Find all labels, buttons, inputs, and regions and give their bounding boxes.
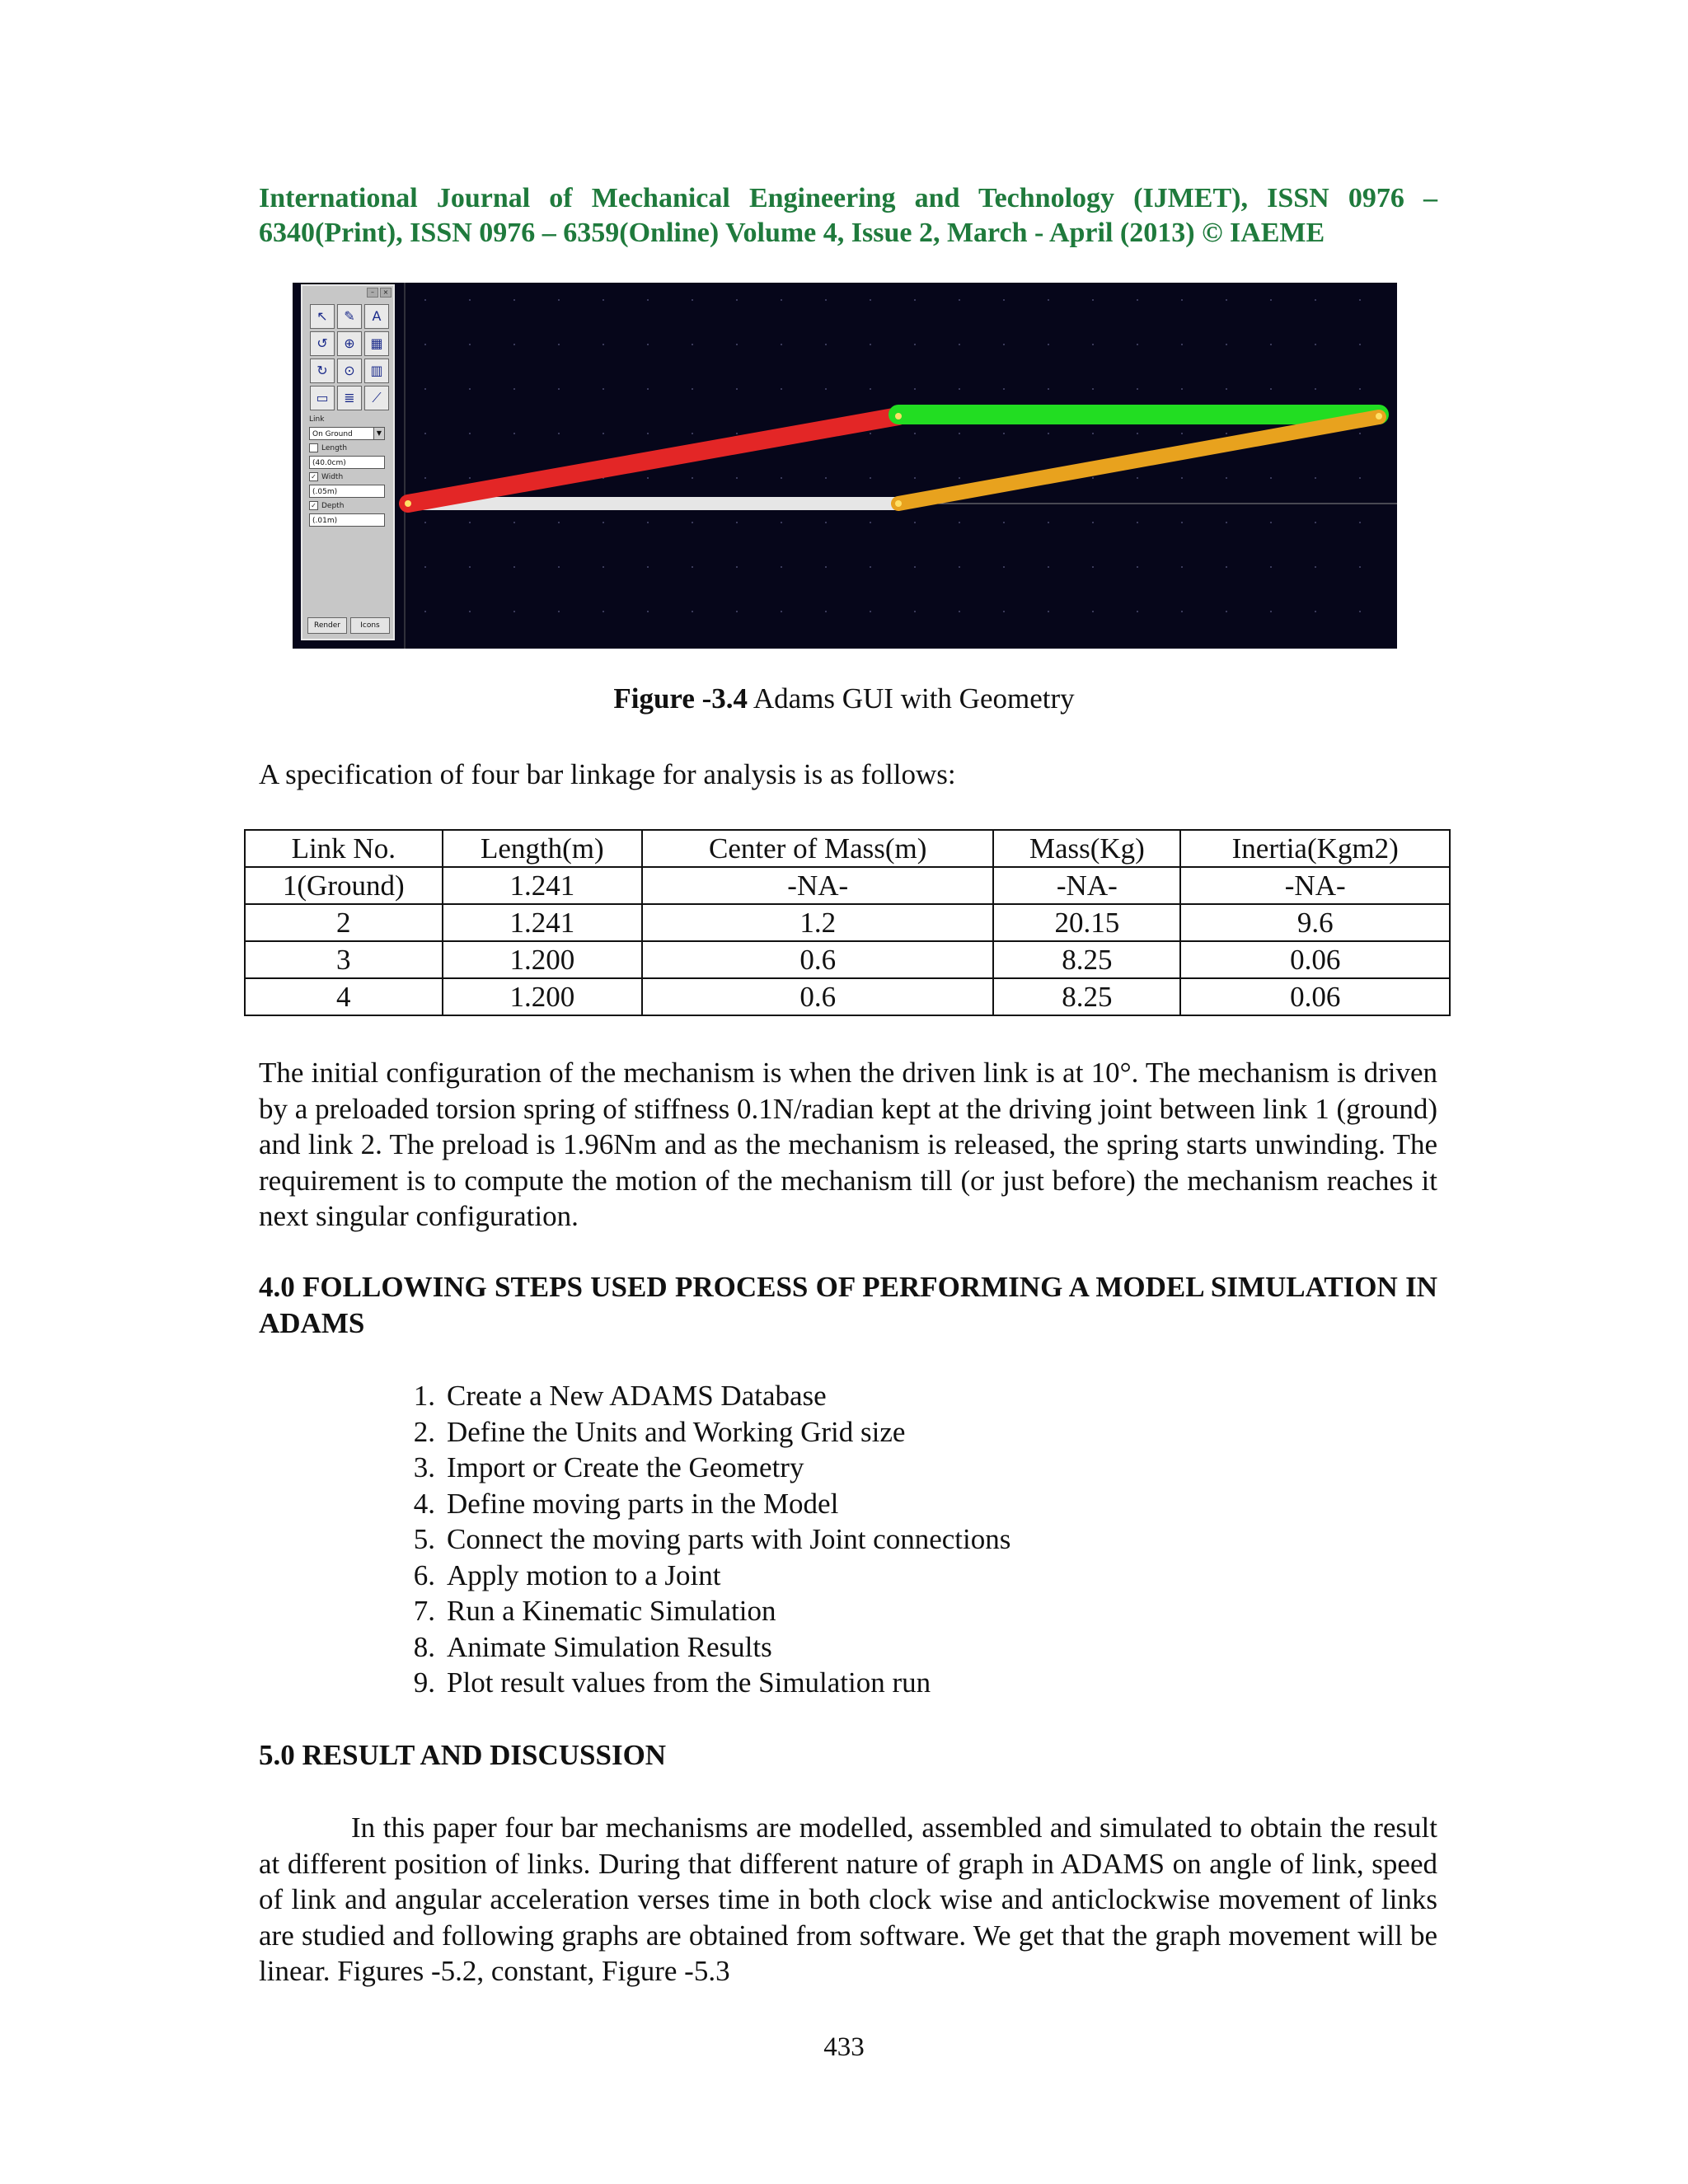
grid-dot bbox=[692, 344, 693, 345]
table-cell: -NA- bbox=[993, 867, 1180, 904]
grid-dot bbox=[1003, 388, 1005, 390]
grid-dot bbox=[1181, 344, 1183, 345]
grid-dot bbox=[558, 433, 560, 434]
grid-dot bbox=[959, 433, 960, 434]
grid-dot bbox=[1048, 522, 1049, 523]
grid-dot bbox=[1048, 344, 1049, 345]
grid-dot bbox=[1092, 566, 1094, 568]
grid-dot bbox=[1048, 566, 1049, 568]
depth-field[interactable]: (.01m) bbox=[309, 513, 385, 527]
grid-dot bbox=[870, 566, 871, 568]
grid-dot bbox=[1092, 611, 1094, 612]
part-icon[interactable]: ▭ bbox=[310, 386, 335, 410]
grid-dot bbox=[647, 344, 649, 345]
list-number: 5. bbox=[413, 1523, 435, 1555]
grid-dot bbox=[825, 388, 827, 390]
grid-dot bbox=[1226, 522, 1227, 523]
grid-dot bbox=[914, 477, 916, 479]
table-cell: 0.06 bbox=[1180, 941, 1450, 978]
grid-dot bbox=[692, 299, 693, 301]
grid-dot bbox=[1137, 433, 1138, 434]
table-cell: 0.06 bbox=[1180, 978, 1450, 1015]
grid-dot bbox=[959, 522, 960, 523]
fit-view-icon[interactable]: ⊙ bbox=[337, 359, 362, 383]
grid-dot bbox=[469, 388, 471, 390]
grid-dot bbox=[1092, 433, 1094, 434]
list-number: 7. bbox=[413, 1595, 435, 1627]
spring-icon[interactable]: ≣ bbox=[337, 386, 362, 410]
grid-dot bbox=[825, 522, 827, 523]
render-button[interactable]: Render bbox=[307, 617, 347, 634]
grid-dot bbox=[1226, 566, 1227, 568]
grid-dot bbox=[1003, 433, 1005, 434]
list-item-text: Connect the moving parts with Joint connections bbox=[447, 1523, 1011, 1555]
rotate-view-icon[interactable]: ↺ bbox=[310, 331, 335, 356]
grid-dot bbox=[1181, 388, 1183, 390]
length-checkbox-box[interactable] bbox=[309, 443, 318, 452]
grid-dot bbox=[781, 566, 782, 568]
grid-dot bbox=[870, 477, 871, 479]
grid-dot bbox=[692, 566, 693, 568]
grid-dot bbox=[959, 299, 960, 301]
grid-dot bbox=[1092, 388, 1094, 390]
grid-dot bbox=[1315, 477, 1316, 479]
grid-dot bbox=[469, 299, 471, 301]
list-item bbox=[387, 1593, 1010, 1629]
grid-dot bbox=[647, 611, 649, 612]
grid-dot bbox=[558, 299, 560, 301]
grid-dot bbox=[1003, 344, 1005, 345]
main-toolbox bbox=[301, 284, 395, 640]
grid-dot bbox=[736, 299, 738, 301]
ground-select-value: On Ground bbox=[312, 430, 353, 438]
list-item-text: Apply motion to a Joint bbox=[447, 1558, 721, 1591]
table-row bbox=[245, 904, 1450, 941]
grid-dot bbox=[1315, 299, 1316, 301]
grid-dot bbox=[1137, 566, 1138, 568]
grid-dot bbox=[692, 433, 693, 434]
table-row bbox=[245, 867, 1450, 904]
table-cell: 1.241 bbox=[443, 867, 643, 904]
grid-dot bbox=[692, 477, 693, 479]
grid-dot bbox=[603, 344, 604, 345]
table-cell: 3 bbox=[245, 941, 443, 978]
figure-caption-text: Adams GUI with Geometry bbox=[748, 682, 1075, 715]
grid-dot bbox=[736, 522, 738, 523]
grid-dot bbox=[1359, 522, 1361, 523]
table-cell: 20.15 bbox=[993, 904, 1180, 941]
table-cell: 9.6 bbox=[1180, 904, 1450, 941]
grid-dot bbox=[647, 477, 649, 479]
grid-dot bbox=[469, 522, 471, 523]
table-cell: -NA- bbox=[1180, 867, 1450, 904]
grid-dot bbox=[424, 522, 426, 523]
grid-dot bbox=[1226, 388, 1227, 390]
grid-dot bbox=[1359, 344, 1361, 345]
list-item bbox=[387, 1450, 1010, 1486]
grid-dot bbox=[424, 477, 426, 479]
grid-dot bbox=[558, 388, 560, 390]
grid-dot bbox=[1181, 522, 1183, 523]
depth-label: Depth bbox=[321, 501, 345, 510]
list-item bbox=[387, 1414, 1010, 1451]
list-item bbox=[387, 1665, 1010, 1701]
grid-dot bbox=[1359, 433, 1361, 434]
grid-dot bbox=[1048, 611, 1049, 612]
table-header-cell: Length(m) bbox=[443, 830, 643, 867]
grid-dot bbox=[1048, 433, 1049, 434]
grid-dot bbox=[914, 566, 916, 568]
grid-dot bbox=[469, 611, 471, 612]
grid-dot bbox=[513, 344, 515, 345]
grid-dot bbox=[1315, 522, 1316, 523]
table-cell: 1(Ground) bbox=[245, 867, 443, 904]
grid-dot bbox=[692, 388, 693, 390]
list-item-text: Run a Kinematic Simulation bbox=[447, 1595, 776, 1627]
grid-dot bbox=[1003, 522, 1005, 523]
joint-marker-crank-coupler[interactable] bbox=[895, 413, 902, 419]
grid-dot bbox=[469, 344, 471, 345]
grid-dot bbox=[781, 299, 782, 301]
grid-dot bbox=[736, 566, 738, 568]
grid-dot bbox=[736, 388, 738, 390]
zoom-icon[interactable]: ⊕ bbox=[337, 331, 362, 356]
figure-caption bbox=[0, 682, 1688, 715]
toolbox-titlebar bbox=[302, 286, 393, 301]
section-4-heading: 4.0 FOLLOWING STEPS USED PROCESS OF PERFORMING A MODEL SIMULATION IN ADAMS bbox=[259, 1271, 1437, 1339]
table-row bbox=[245, 941, 1450, 978]
grid-dot bbox=[1181, 433, 1183, 434]
grid-dot bbox=[1137, 388, 1138, 390]
grid-dot bbox=[692, 522, 693, 523]
section-5-heading: 5.0 RESULT AND DISCUSSION bbox=[259, 1739, 667, 1771]
table-cell: 1.200 bbox=[443, 978, 643, 1015]
calculator-icon[interactable]: ▦ bbox=[364, 331, 389, 356]
grid-dot bbox=[1181, 299, 1183, 301]
grid-dot bbox=[1181, 477, 1183, 479]
grid-dot bbox=[914, 522, 916, 523]
grid-dot bbox=[1092, 299, 1094, 301]
grid-dot bbox=[1315, 344, 1316, 345]
grid-dot bbox=[424, 433, 426, 434]
grid-dot bbox=[870, 522, 871, 523]
grid-dot bbox=[1003, 611, 1005, 612]
grid-dot bbox=[558, 344, 560, 345]
adams-gui-figure bbox=[293, 283, 1397, 649]
grid-dot bbox=[424, 566, 426, 568]
table-cell: 1.200 bbox=[443, 941, 643, 978]
length-label: Length bbox=[321, 443, 348, 452]
list-item-text: Define moving parts in the Model bbox=[447, 1487, 839, 1520]
grid-dot bbox=[914, 344, 916, 345]
toolbox-bottom-buttons bbox=[307, 617, 390, 634]
plot-icon[interactable]: ⟋ bbox=[364, 386, 389, 410]
grid-dot bbox=[1003, 566, 1005, 568]
grid-dot bbox=[513, 611, 515, 612]
grid-dot bbox=[736, 344, 738, 345]
joint-marker-ground[interactable] bbox=[405, 500, 411, 507]
table-header-cell: Link No. bbox=[245, 830, 443, 867]
grid-dot bbox=[1226, 433, 1227, 434]
grid-dot bbox=[513, 522, 515, 523]
grid-dot bbox=[781, 344, 782, 345]
grid-dot bbox=[647, 522, 649, 523]
grid-dot bbox=[692, 611, 693, 612]
toolbox-icon-grid bbox=[302, 301, 393, 414]
list-item bbox=[387, 1378, 1010, 1414]
table-cell: 1.2 bbox=[642, 904, 993, 941]
grid-dot bbox=[1092, 344, 1094, 345]
list-item bbox=[387, 1629, 1010, 1666]
link-4-rocker[interactable] bbox=[898, 417, 1379, 504]
intro-paragraph: A specification of four bar linkage for analysis is as follows: bbox=[259, 758, 956, 790]
grid-dot bbox=[647, 388, 649, 390]
grid-dot bbox=[1315, 566, 1316, 568]
grid-dot bbox=[647, 299, 649, 301]
grid-dot bbox=[1137, 344, 1138, 345]
grid-dot bbox=[1137, 611, 1138, 612]
length-checkbox[interactable] bbox=[302, 442, 393, 454]
grid-dot bbox=[469, 477, 471, 479]
grid-dot bbox=[424, 344, 426, 345]
simulation-steps-list bbox=[387, 1378, 1010, 1701]
grid-dot bbox=[647, 566, 649, 568]
grid-dot bbox=[1092, 522, 1094, 523]
grid-dot bbox=[825, 344, 827, 345]
grid-dot bbox=[1003, 299, 1005, 301]
list-item-text: Define the Units and Working Grid size bbox=[447, 1415, 906, 1448]
joint-marker-rocker-ground[interactable] bbox=[895, 500, 902, 507]
table-cell: 8.25 bbox=[993, 978, 1180, 1015]
grid-dot bbox=[870, 344, 871, 345]
grid-dot bbox=[959, 477, 960, 479]
length-field[interactable]: (40.0cm) bbox=[309, 456, 385, 469]
grid-dot bbox=[825, 299, 827, 301]
grid-dot bbox=[1137, 299, 1138, 301]
grid-dot bbox=[603, 566, 604, 568]
linkage-spec-table bbox=[244, 829, 1451, 1016]
list-number: 6. bbox=[413, 1558, 435, 1591]
table-cell: 4 bbox=[245, 978, 443, 1015]
list-number: 2. bbox=[413, 1415, 435, 1448]
text-icon[interactable]: A bbox=[364, 304, 389, 329]
grid-dot bbox=[1137, 477, 1138, 479]
width-checkbox[interactable] bbox=[302, 471, 393, 483]
grid-dot bbox=[914, 388, 916, 390]
table-header-cell: Mass(Kg) bbox=[993, 830, 1180, 867]
chevron-down-icon[interactable]: ▼ bbox=[373, 428, 384, 439]
grid-dot bbox=[825, 477, 827, 479]
grid-dot bbox=[870, 299, 871, 301]
grid-dot bbox=[469, 566, 471, 568]
grid-dot bbox=[825, 611, 827, 612]
grid-dot bbox=[781, 388, 782, 390]
table-row bbox=[245, 978, 1450, 1015]
grid-dot bbox=[914, 433, 916, 434]
page-number: 433 bbox=[823, 2032, 865, 2062]
list-item-text: Plot result values from the Simulation run bbox=[447, 1666, 931, 1699]
toolbox-section-label: Link bbox=[309, 415, 325, 424]
results-paragraph: In this paper four bar mechanisms are modelled, assembled and simulated to obtain the result at different position of links. During that different nature of graph in ADAMS on angle of link, speed of link and angular acceleration verses time in both clock wise and anticlockwise movement of links are studied and following graphs are obtained from software. We get that the graph movement will be linear. Figures -5.2, constant, Figure -5.3 bbox=[259, 1811, 1437, 1987]
grid-dot bbox=[558, 522, 560, 523]
select-arrow-icon[interactable]: ↖ bbox=[310, 304, 335, 329]
grid-dot bbox=[959, 344, 960, 345]
grid-dot bbox=[1226, 611, 1227, 612]
grid-dot bbox=[781, 522, 782, 523]
table-cell: 0.6 bbox=[642, 941, 993, 978]
grid-dot bbox=[603, 388, 604, 390]
grid-dot bbox=[736, 433, 738, 434]
grid-dot bbox=[1315, 611, 1316, 612]
grid-dot bbox=[1270, 299, 1272, 301]
grid-dot bbox=[1270, 522, 1272, 523]
width-checkbox-box[interactable]: ✓ bbox=[309, 472, 318, 481]
ground-select[interactable] bbox=[309, 427, 385, 440]
link-2-crank[interactable] bbox=[408, 416, 898, 504]
grid-dot bbox=[1092, 477, 1094, 479]
grid-dot bbox=[1048, 299, 1049, 301]
grid-dot bbox=[558, 611, 560, 612]
grid-dot bbox=[1270, 566, 1272, 568]
table-header-cell: Inertia(Kgm2) bbox=[1180, 830, 1450, 867]
icons-button[interactable]: Icons bbox=[350, 617, 390, 634]
grid-dot bbox=[781, 611, 782, 612]
width-label: Width bbox=[321, 472, 344, 481]
grid-dot bbox=[424, 611, 426, 612]
journal-header: International Journal of Mechanical Engineering and Technology (IJMET), ISSN 0976 – 6340(Print), ISSN 0976 – 6359(Online) Volume 4, Issue 2, March - April (2013) © IAEME bbox=[259, 183, 1437, 248]
grid-dot bbox=[959, 611, 960, 612]
grid-dot bbox=[1181, 611, 1183, 612]
close-icon[interactable]: × bbox=[380, 288, 392, 298]
list-number: 9. bbox=[413, 1666, 435, 1699]
grid-dot bbox=[1359, 566, 1361, 568]
grid-dot bbox=[647, 433, 649, 434]
configuration-paragraph: The initial configuration of the mechanism is when the driven link is at 10°. The mechanism is driven by a preloaded torsion spring of stiffness 0.1N/radian kept at the driving joint between link 1 (ground) and link 2. The preload is 1.96Nm and as the mechanism is released, the spring starts unwinding. The requirement is to compute the motion of the mechanism till (or just before) the mechanism reaches it next singular configuration. bbox=[259, 1057, 1437, 1232]
grid-dot bbox=[1181, 566, 1183, 568]
grid-dot bbox=[959, 566, 960, 568]
table-header-cell: Center of Mass(m) bbox=[642, 830, 993, 867]
depth-checkbox[interactable] bbox=[302, 499, 393, 512]
table-cell: 0.6 bbox=[642, 978, 993, 1015]
film-strip-icon[interactable]: ▥ bbox=[364, 359, 389, 383]
grid-dot bbox=[1315, 388, 1316, 390]
table-cell: 8.25 bbox=[993, 941, 1180, 978]
grid-dot bbox=[424, 299, 426, 301]
grid-dot bbox=[513, 299, 515, 301]
grid-dot bbox=[469, 433, 471, 434]
grid-dot bbox=[870, 433, 871, 434]
grid-dot bbox=[1359, 299, 1361, 301]
grid-dot bbox=[1270, 477, 1272, 479]
grid-dot bbox=[603, 433, 604, 434]
model-viewport[interactable] bbox=[293, 283, 1397, 649]
list-item bbox=[387, 1521, 1010, 1558]
table-cell: 2 bbox=[245, 904, 443, 941]
list-item-text: Create a New ADAMS Database bbox=[447, 1380, 827, 1412]
list-number: 8. bbox=[413, 1630, 435, 1663]
list-item-text: Animate Simulation Results bbox=[447, 1630, 772, 1663]
grid-dot bbox=[424, 388, 426, 390]
joint-marker-coupler-rocker[interactable] bbox=[1376, 413, 1382, 419]
grid-dot bbox=[1359, 477, 1361, 479]
grid-dot bbox=[781, 477, 782, 479]
grid-dot bbox=[1226, 477, 1227, 479]
table-cell: -NA- bbox=[642, 867, 993, 904]
table-cell: 1.241 bbox=[443, 904, 643, 941]
grid-dot bbox=[1048, 388, 1049, 390]
figure-number: Figure -3.4 bbox=[613, 682, 748, 715]
depth-checkbox-box[interactable]: ✓ bbox=[309, 501, 318, 510]
grid-dot bbox=[736, 611, 738, 612]
grid-dot bbox=[603, 299, 604, 301]
list-number: 3. bbox=[413, 1451, 435, 1483]
list-item bbox=[387, 1486, 1010, 1522]
grid-dot bbox=[1137, 522, 1138, 523]
list-item bbox=[387, 1558, 1010, 1594]
grid-dot bbox=[513, 433, 515, 434]
width-field[interactable]: (.05m) bbox=[309, 485, 385, 498]
grid-dot bbox=[1270, 344, 1272, 345]
grid-dot bbox=[1359, 388, 1361, 390]
grid-dot bbox=[1270, 611, 1272, 612]
grid-dot bbox=[736, 477, 738, 479]
grid-dot bbox=[513, 388, 515, 390]
grid-dot bbox=[914, 299, 916, 301]
grid-dot bbox=[1359, 611, 1361, 612]
grid-dot bbox=[825, 566, 827, 568]
list-number: 1. bbox=[413, 1380, 435, 1412]
grid-dot bbox=[513, 566, 515, 568]
grid-dot bbox=[914, 611, 916, 612]
list-item-text: Import or Create the Geometry bbox=[447, 1451, 804, 1483]
table-header-row bbox=[245, 830, 1450, 867]
grid-dot bbox=[558, 566, 560, 568]
grid-dot bbox=[1270, 388, 1272, 390]
grid-dot bbox=[870, 611, 871, 612]
grid-dot bbox=[603, 611, 604, 612]
minimize-icon[interactable]: – bbox=[367, 288, 378, 298]
grid-dot bbox=[959, 388, 960, 390]
working-grid bbox=[424, 299, 1361, 612]
grid-dot bbox=[1226, 299, 1227, 301]
pencil-icon[interactable]: ✎ bbox=[337, 304, 362, 329]
grid-dot bbox=[870, 388, 871, 390]
translate-icon[interactable]: ↻ bbox=[310, 359, 335, 383]
list-number: 4. bbox=[413, 1487, 435, 1520]
grid-dot bbox=[1226, 344, 1227, 345]
grid-dot bbox=[603, 522, 604, 523]
